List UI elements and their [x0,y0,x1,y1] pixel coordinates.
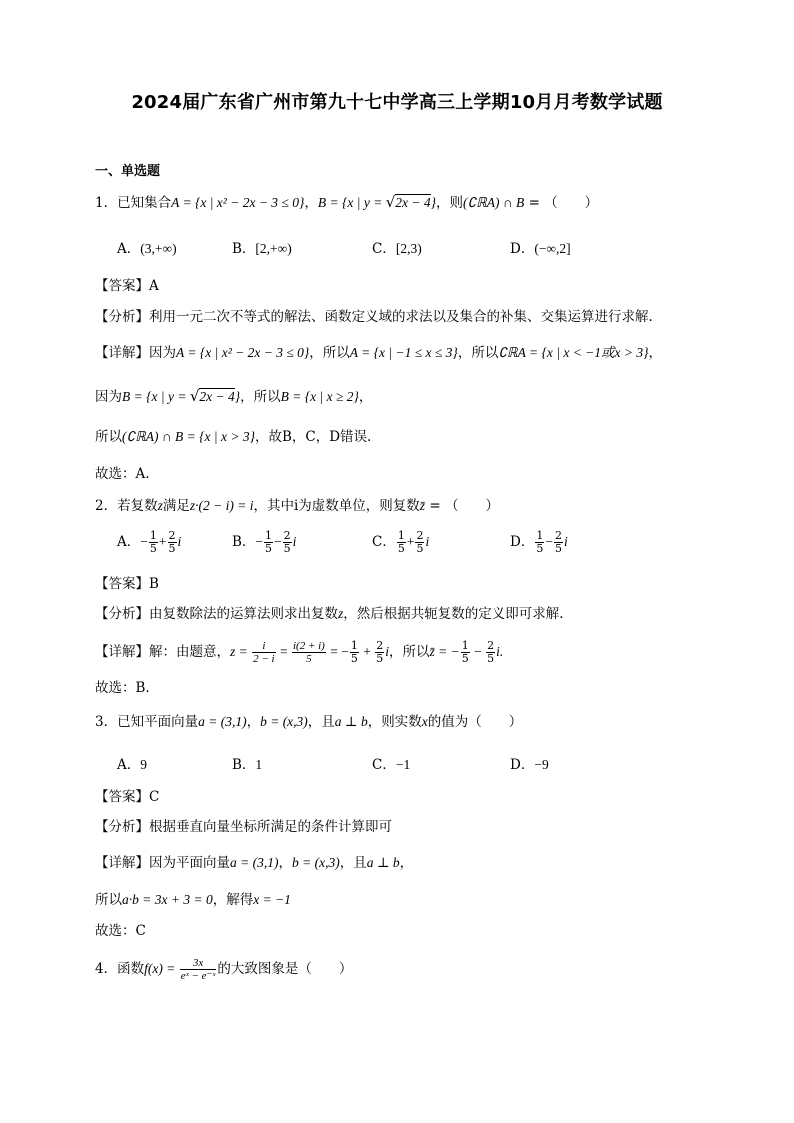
stem-text: ，其中i为虚数单位，则复数 [253,498,420,514]
stem-text: 的大致图象是（ ） [217,961,353,977]
option-value: 9 [140,757,147,772]
detail-text: ， [648,345,663,361]
fraction [292,640,326,665]
fraction [149,530,158,555]
analysis-text: 根据垂直向量坐标所满足的条件计算即可 [149,819,392,835]
option-c[interactable] [372,530,429,555]
option-a[interactable] [117,530,181,555]
denominator: 5 [461,652,469,665]
detail-line [95,891,291,909]
denominator: eˣ − e⁻ˣ [180,970,216,982]
detail-text: 因为 [149,345,176,361]
detail-tag: 【详解】 [95,855,149,871]
detail-tag: 【详解】 [95,345,149,361]
option-c[interactable] [372,753,410,773]
fraction [283,530,292,555]
option-value: [2,3) [395,241,422,256]
option-value: (−∞,2] [534,241,571,256]
math-expression: x = −1 [253,892,291,907]
answer-tag: 【答案】 [95,789,149,805]
numerator: 2 [554,529,562,542]
option-value: −9 [534,757,549,772]
math-expression: z·(2 − i) = i [189,498,254,513]
math-vector: a = (3,1) [198,714,247,729]
fraction [415,530,424,555]
math-vector: a = (3,1) [230,855,279,870]
numerator: 3x [180,957,217,970]
denominator: 2 − i [253,653,275,665]
answer-tag: 【答案】 [95,576,149,592]
numerator: 1 [350,639,358,652]
detail-text: 所以 [95,892,122,908]
denominator: 5 [306,653,312,665]
numerator: 2 [283,529,291,542]
detail-text: 解：由题意， [149,644,230,660]
detail-line [95,428,371,446]
sign: = − [326,644,349,659]
stem-text: ，且 [307,714,335,730]
math-radicand: 2x − 4 [199,389,235,404]
option-b[interactable] [232,530,296,555]
math-expression: a ⊥ b [334,714,368,729]
fraction [535,530,544,555]
stem-text: 若复数 [117,498,158,514]
fraction [264,530,273,555]
denominator: 5 [487,652,495,665]
fraction [486,640,495,665]
detail-line [95,387,372,406]
option-label: A． [117,534,141,550]
option-value: 1 [255,757,263,772]
math-expression: a·b = 3x + 3 = 0 [122,892,213,907]
math-set-a: A = {x | x² − 2x − 3 ≤ 0} [171,195,305,210]
math-vector: b = (x,3) [260,714,308,729]
math-set-b: B = {x | y = [317,195,386,210]
imaginary-unit: i [563,534,568,549]
detail-text: ， [399,855,414,871]
detail-text: 因为 [95,389,122,405]
numerator: 1 [149,529,157,542]
math-expression: A = {x | −1 ≤ x ≤ 3} [349,345,458,360]
option-label: D． [510,757,535,773]
sign: − [274,534,282,549]
sqrt-icon: √ [385,193,396,211]
sign: + [406,534,415,549]
detail-text: ，所以 [388,644,430,660]
sign: − [470,644,486,659]
denominator: 5 [283,542,291,555]
analysis-line [95,605,564,623]
math-expression: (∁ℝA) ∩ B = {x | x > 3} [122,429,255,444]
answer-line [95,277,159,295]
numerator: i(2 + i) [292,640,325,652]
math-expression: (∁ℝA) ∩ B [463,195,525,210]
numerator: 1 [461,639,469,652]
numerator: 1 [397,529,405,542]
math-expression: ∁ℝA = {x | x < −1或x > 3} [498,345,649,360]
option-label: B． [232,534,256,550]
stem-text: = （ ） [524,195,599,211]
fraction [461,640,470,665]
option-a[interactable] [117,753,147,773]
detail-text: ，且 [339,855,367,871]
detail-text: 因为平面向量 [149,855,230,871]
stem-text: = （ ） [425,498,499,514]
fraction [554,530,563,555]
option-label: A． [117,241,141,257]
question-2-stem [95,497,499,515]
math-brace: } [430,195,437,210]
answer-value: A [149,278,159,294]
analysis-tag: 【分析】 [95,309,149,325]
math-expression: z = [230,644,252,659]
math-expression: a ⊥ b [366,855,400,870]
answer-value: B [149,576,159,592]
imaginary-unit: i [425,534,430,549]
math-expression: z̄ = − [429,644,460,659]
option-label: D． [510,241,535,257]
numerator: 2 [168,529,176,542]
question-number: 2． [95,498,118,514]
option-value: (3,+∞) [140,241,177,256]
math-expression: A = {x | x² − 2x − 3 ≤ 0} [176,345,310,360]
analysis-tag: 【分析】 [95,606,149,622]
conclusion-line: 故选：B. [95,680,150,696]
sign: = [276,644,291,659]
separator: ， [246,714,261,730]
math-variable: z [338,606,344,621]
option-b[interactable] [232,237,292,257]
math-brace: } [234,389,241,404]
detail-line [95,640,503,665]
option-d[interactable] [510,237,571,257]
sign: − [255,534,264,549]
option-label: C． [372,757,396,773]
analysis-line [95,818,392,836]
numerator: 2 [376,639,384,652]
math-radicand: 2x − 4 [395,195,431,210]
math-expression: f(x) = [144,961,179,976]
detail-tag: 【详解】 [95,644,149,660]
section-title: 一、单选题 [95,164,161,179]
option-label: A． [117,757,141,773]
conclusion-line: 故选：C [95,923,146,939]
imaginary-unit: i. [496,644,504,659]
math-expression: B = {x | x ≥ 2} [280,389,359,404]
stem-text: ，则实数 [367,714,422,730]
detail-text: ， [358,389,373,405]
answer-value: C [149,789,160,805]
analysis-text: ，然后根据共轭复数的定义即可求解. [343,606,564,622]
denominator: 5 [265,542,273,555]
math-variable: z̄ [419,498,426,513]
math-expression: B = {x | y = [122,389,190,404]
detail-line [95,344,662,362]
imaginary-unit: i [292,534,297,549]
question-4-stem [95,957,352,982]
analysis-text: 由复数除法的运算法则求出复数 [149,606,338,622]
question-number: 1． [95,195,118,211]
math-variable: z [157,498,163,513]
sign: + [359,644,375,659]
answer-tag: 【答案】 [95,278,149,294]
question-1-stem [95,193,598,212]
detail-text: 所以 [95,429,122,445]
stem-text: 已知集合 [117,195,172,211]
option-value: [2,+∞) [255,241,292,256]
option-c[interactable] [372,237,422,257]
stem-text: 已知平面向量 [117,714,199,730]
detail-text: ，所以 [457,345,499,361]
math-variable: x [421,714,428,729]
question-number: 4． [95,961,118,977]
numerator: 1 [536,529,544,542]
option-label: D． [510,534,535,550]
analysis-text: 利用一元二次不等式的解法、函数定义域的求法以及集合的补集、交集运算进行求解. [149,309,653,325]
option-b[interactable] [232,753,262,773]
stem-text: 的值为（ ） [427,714,523,730]
fraction [375,640,384,665]
numerator: 2 [487,639,495,652]
denominator: 5 [350,652,358,665]
option-d[interactable] [510,753,549,773]
detail-text: ，解得 [212,892,254,908]
analysis-tag: 【分析】 [95,819,149,835]
denominator: 5 [149,542,157,555]
option-label: B． [232,241,256,257]
stem-text: 函数 [117,961,145,977]
separator: ， [278,855,292,871]
answer-line [95,788,159,806]
option-label: C． [372,534,396,550]
analysis-line [95,308,653,326]
option-label: B． [232,757,256,773]
denominator: 5 [536,542,544,555]
fraction [350,640,359,665]
question-3-stem [95,713,522,731]
fraction [168,530,177,555]
fraction [180,957,217,982]
numerator: 2 [416,529,424,542]
option-value: −1 [395,757,411,772]
stem-text: ，则 [436,195,464,211]
sign: − [545,534,553,549]
imaginary-unit: i [385,644,389,659]
denominator: 5 [397,542,405,555]
sign: + [158,534,167,549]
numerator: i [252,640,275,653]
imaginary-unit: i [177,534,182,549]
option-label: C． [372,241,396,257]
separator: ， [304,195,318,211]
question-number: 3． [95,714,118,730]
option-d[interactable] [510,530,568,555]
detail-text: ，所以 [309,345,350,361]
denominator: 5 [168,542,176,555]
page-title: 2024届广东省广州市第九十七中学高三上学期10月月考数学试题 [131,92,663,113]
answer-line [95,575,159,593]
sign: − [140,534,148,549]
math-vector: b = (x,3) [291,855,340,870]
denominator: 5 [554,542,562,555]
detail-line [95,854,413,872]
option-a[interactable] [117,237,177,257]
denominator: 5 [416,542,424,555]
fraction [397,530,406,555]
fraction [252,640,275,665]
detail-text: ，故B，C，D错误. [254,429,372,445]
sqrt-icon: √ [189,387,200,405]
conclusion-line: 故选：A. [95,466,150,482]
detail-text: ，所以 [240,389,281,405]
denominator: 5 [376,652,384,665]
stem-text: 满足 [162,498,190,514]
numerator: 1 [265,529,273,542]
